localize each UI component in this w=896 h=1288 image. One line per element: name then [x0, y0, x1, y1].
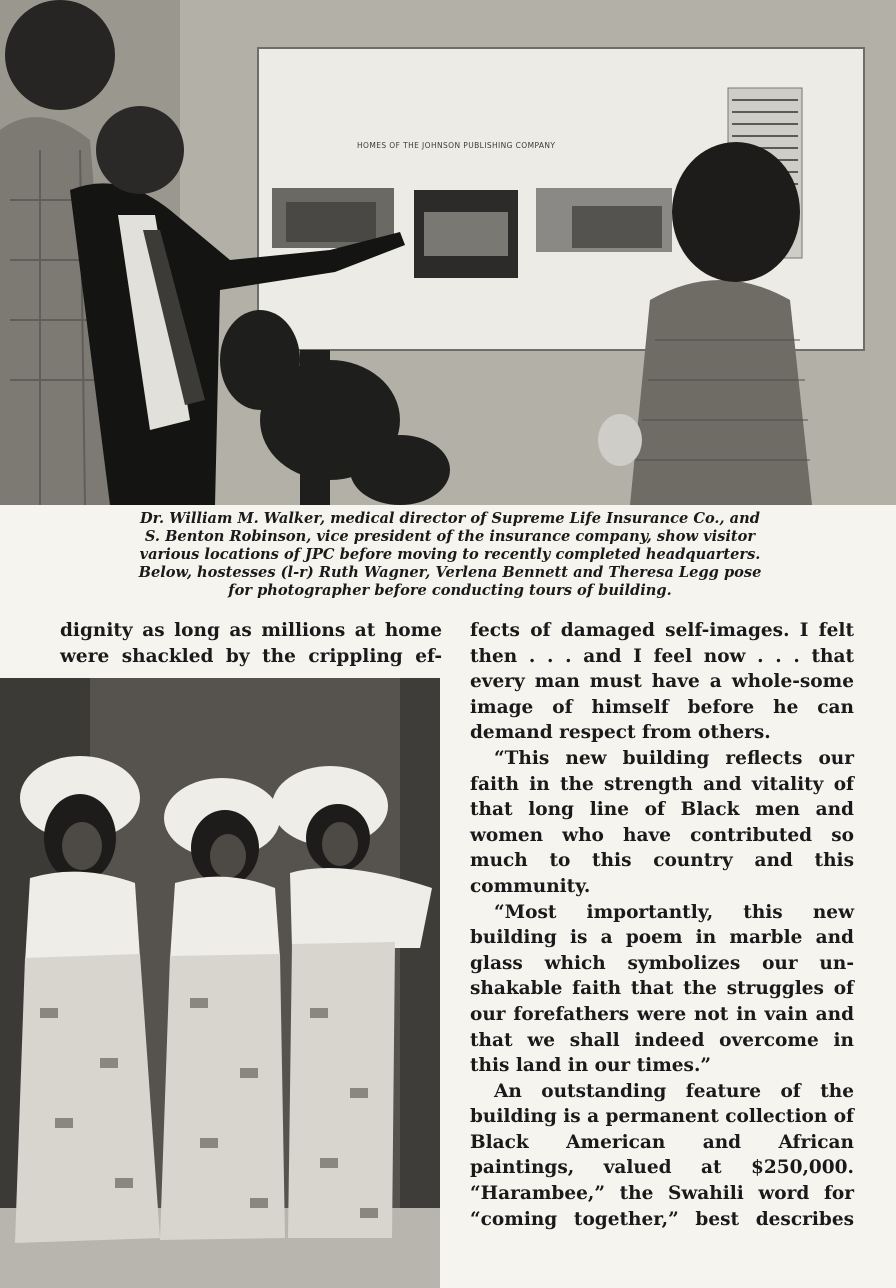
caption-line: various locations of JPC before moving to recently completed headquarters.	[139, 546, 761, 563]
photo-caption	[30, 510, 870, 600]
article-paragraph: “This new building reflects our faith in the strength and vitality of that long line of Black men and women who have contributed so much to this country and this community.	[470, 747, 854, 897]
article-paragraph: fects of damaged self-images. I felt then . . . and I feel now . . . that every man must have a whole-some image of himself before he can demand respect from others.	[470, 620, 854, 744]
caption-line: S. Benton Robinson, vice president of the insurance company, show visitor	[144, 528, 756, 545]
left-text-line: were shackled by the crippling ef-	[60, 645, 442, 667]
article-paragraph: “Most importantly, this new building is a poem in marble and glass which symbolizes our un-shakable faith that the struggles of our forefathers were not in vain and that we shall indeed overcome in this land in our times.”	[470, 901, 854, 1077]
top-photograph	[0, 0, 896, 505]
article-paragraph: An outstanding feature of the building is a permanent collection of Black American and African paintings, valued at $250,000. “Harambee,” the Swahili word for “coming together,” best describes	[470, 1080, 855, 1230]
caption-line: Dr. William M. Walker, medical director of Supreme Life Insurance Co., and	[140, 510, 760, 527]
right-column-text	[470, 618, 854, 1232]
hostesses-photo-drawing	[0, 678, 440, 1288]
board-title: HOMES OF THE JOHNSON PUBLISHING COMPANY	[357, 141, 556, 150]
caption-line: for photographer before conducting tours of building.	[228, 582, 672, 599]
top-photo-drawing	[0, 0, 896, 505]
left-text-line: dignity as long as millions at home	[60, 620, 442, 641]
hostesses-photograph	[0, 678, 440, 1288]
caption-line: Below, hostesses (l-r) Ruth Wagner, Verlena Bennett and Theresa Legg pose	[138, 564, 762, 581]
left-column-text	[60, 618, 442, 669]
